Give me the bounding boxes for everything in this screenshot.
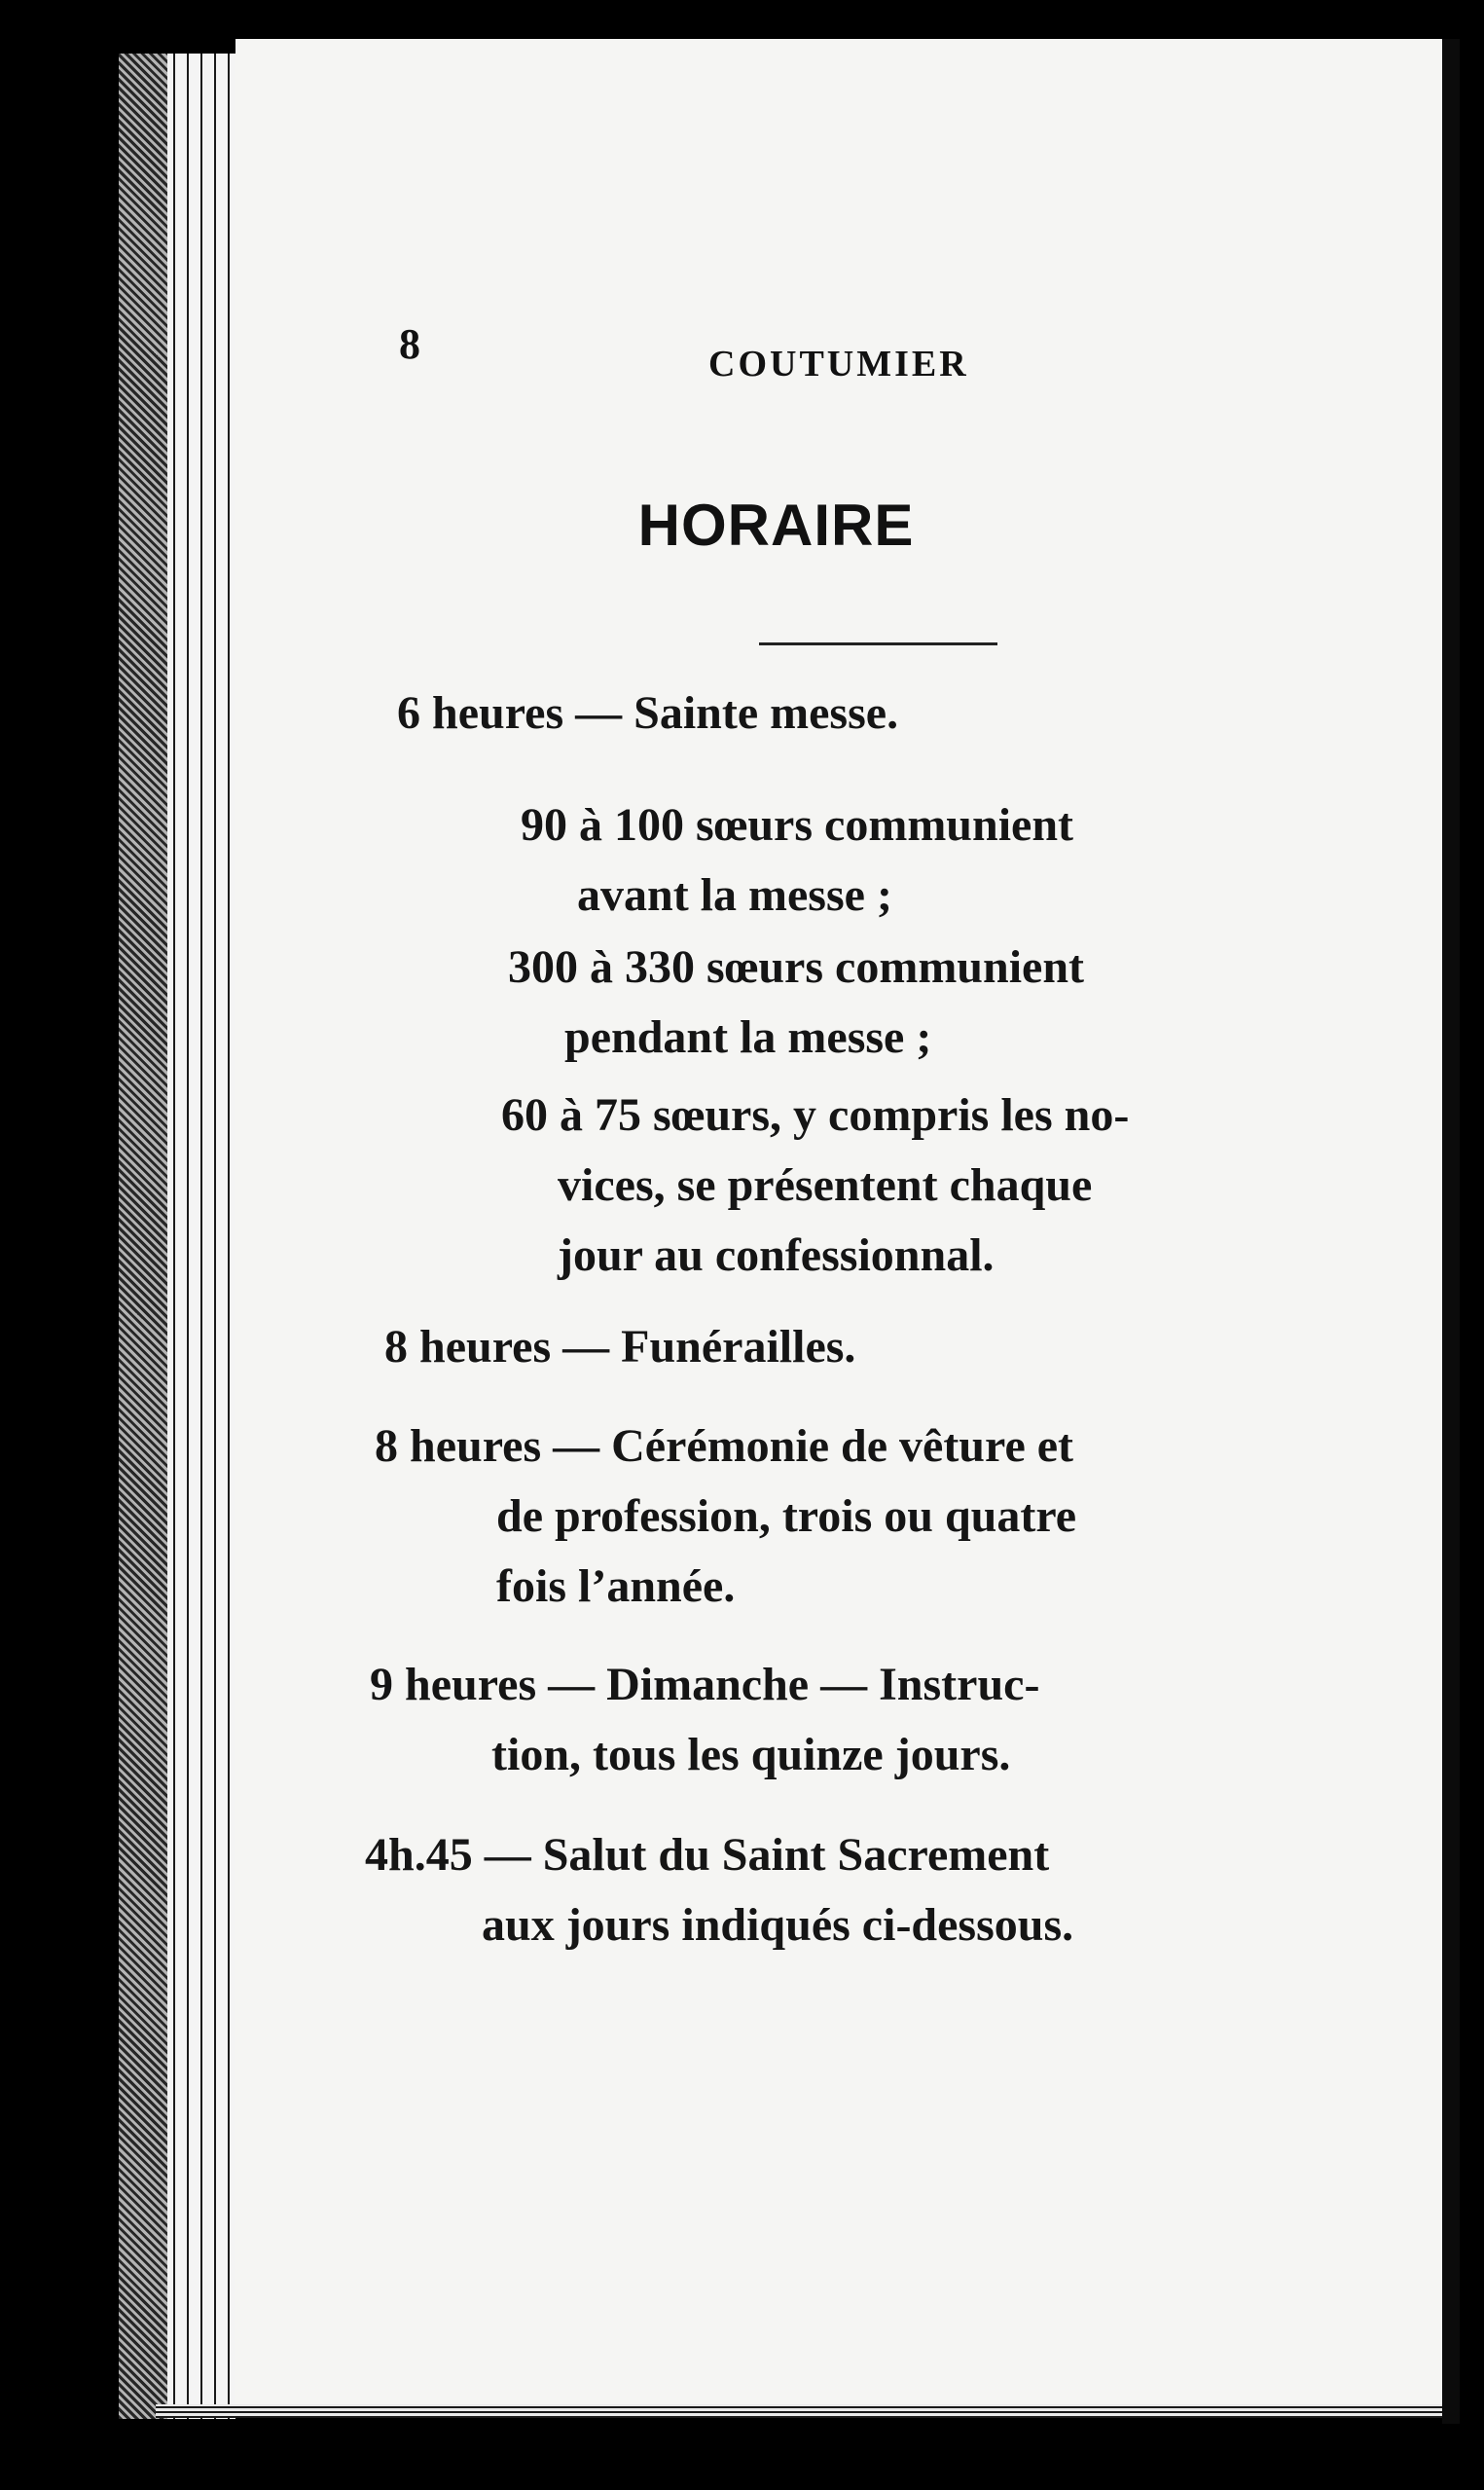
entry-line: pendant la messe ; [564,1011,932,1063]
running-title: COUTUMIER [708,344,969,384]
entry-line: 6 heures — Sainte messe. [397,687,899,739]
entry-line: aux jours indiqués ci-dessous. [482,1899,1074,1951]
book-page-edge [119,54,167,2419]
entry-line: tion, tous les quinze jours. [491,1729,1011,1780]
entry-line: 300 à 330 sœurs communient [508,941,1085,993]
schedule-entry [384,1312,855,1382]
entry-line: 4h.45 — Salut du Saint Sacrement [365,1829,1050,1881]
entry-line: 8 heures — Funérailles. [384,1321,856,1373]
schedule-entry [521,790,1073,931]
entry-line: 8 heures — Cérémonie de vêture et [375,1420,1074,1472]
page-number: 8 [399,320,420,368]
schedule-entry [501,1080,1129,1291]
schedule-entry [375,1411,1076,1622]
entry-line: de profession, trois ou quatre [496,1490,1077,1542]
entry-line: jour au confessionnal. [558,1229,995,1281]
schedule-entry [370,1650,1039,1790]
book-right-edge [1442,39,1460,2424]
entry-line: 60 à 75 sœurs, y compris les no- [501,1089,1130,1141]
section-title: HORAIRE [637,493,915,558]
entry-line: avant la messe ; [577,869,892,921]
book-page-stack [167,54,235,2419]
schedule-entry [508,933,1084,1073]
title-rule [759,642,997,645]
book-bottom-edge [156,2404,1442,2418]
entry-line: 90 à 100 sœurs communient [521,799,1074,851]
schedule-entry [397,678,898,749]
entry-line: fois l’année. [496,1560,736,1612]
entry-line: vices, se présentent chaque [558,1159,1093,1211]
entry-line: 9 heures — Dimanche — Instruc- [370,1659,1040,1710]
schedule-entry [365,1820,1073,1960]
